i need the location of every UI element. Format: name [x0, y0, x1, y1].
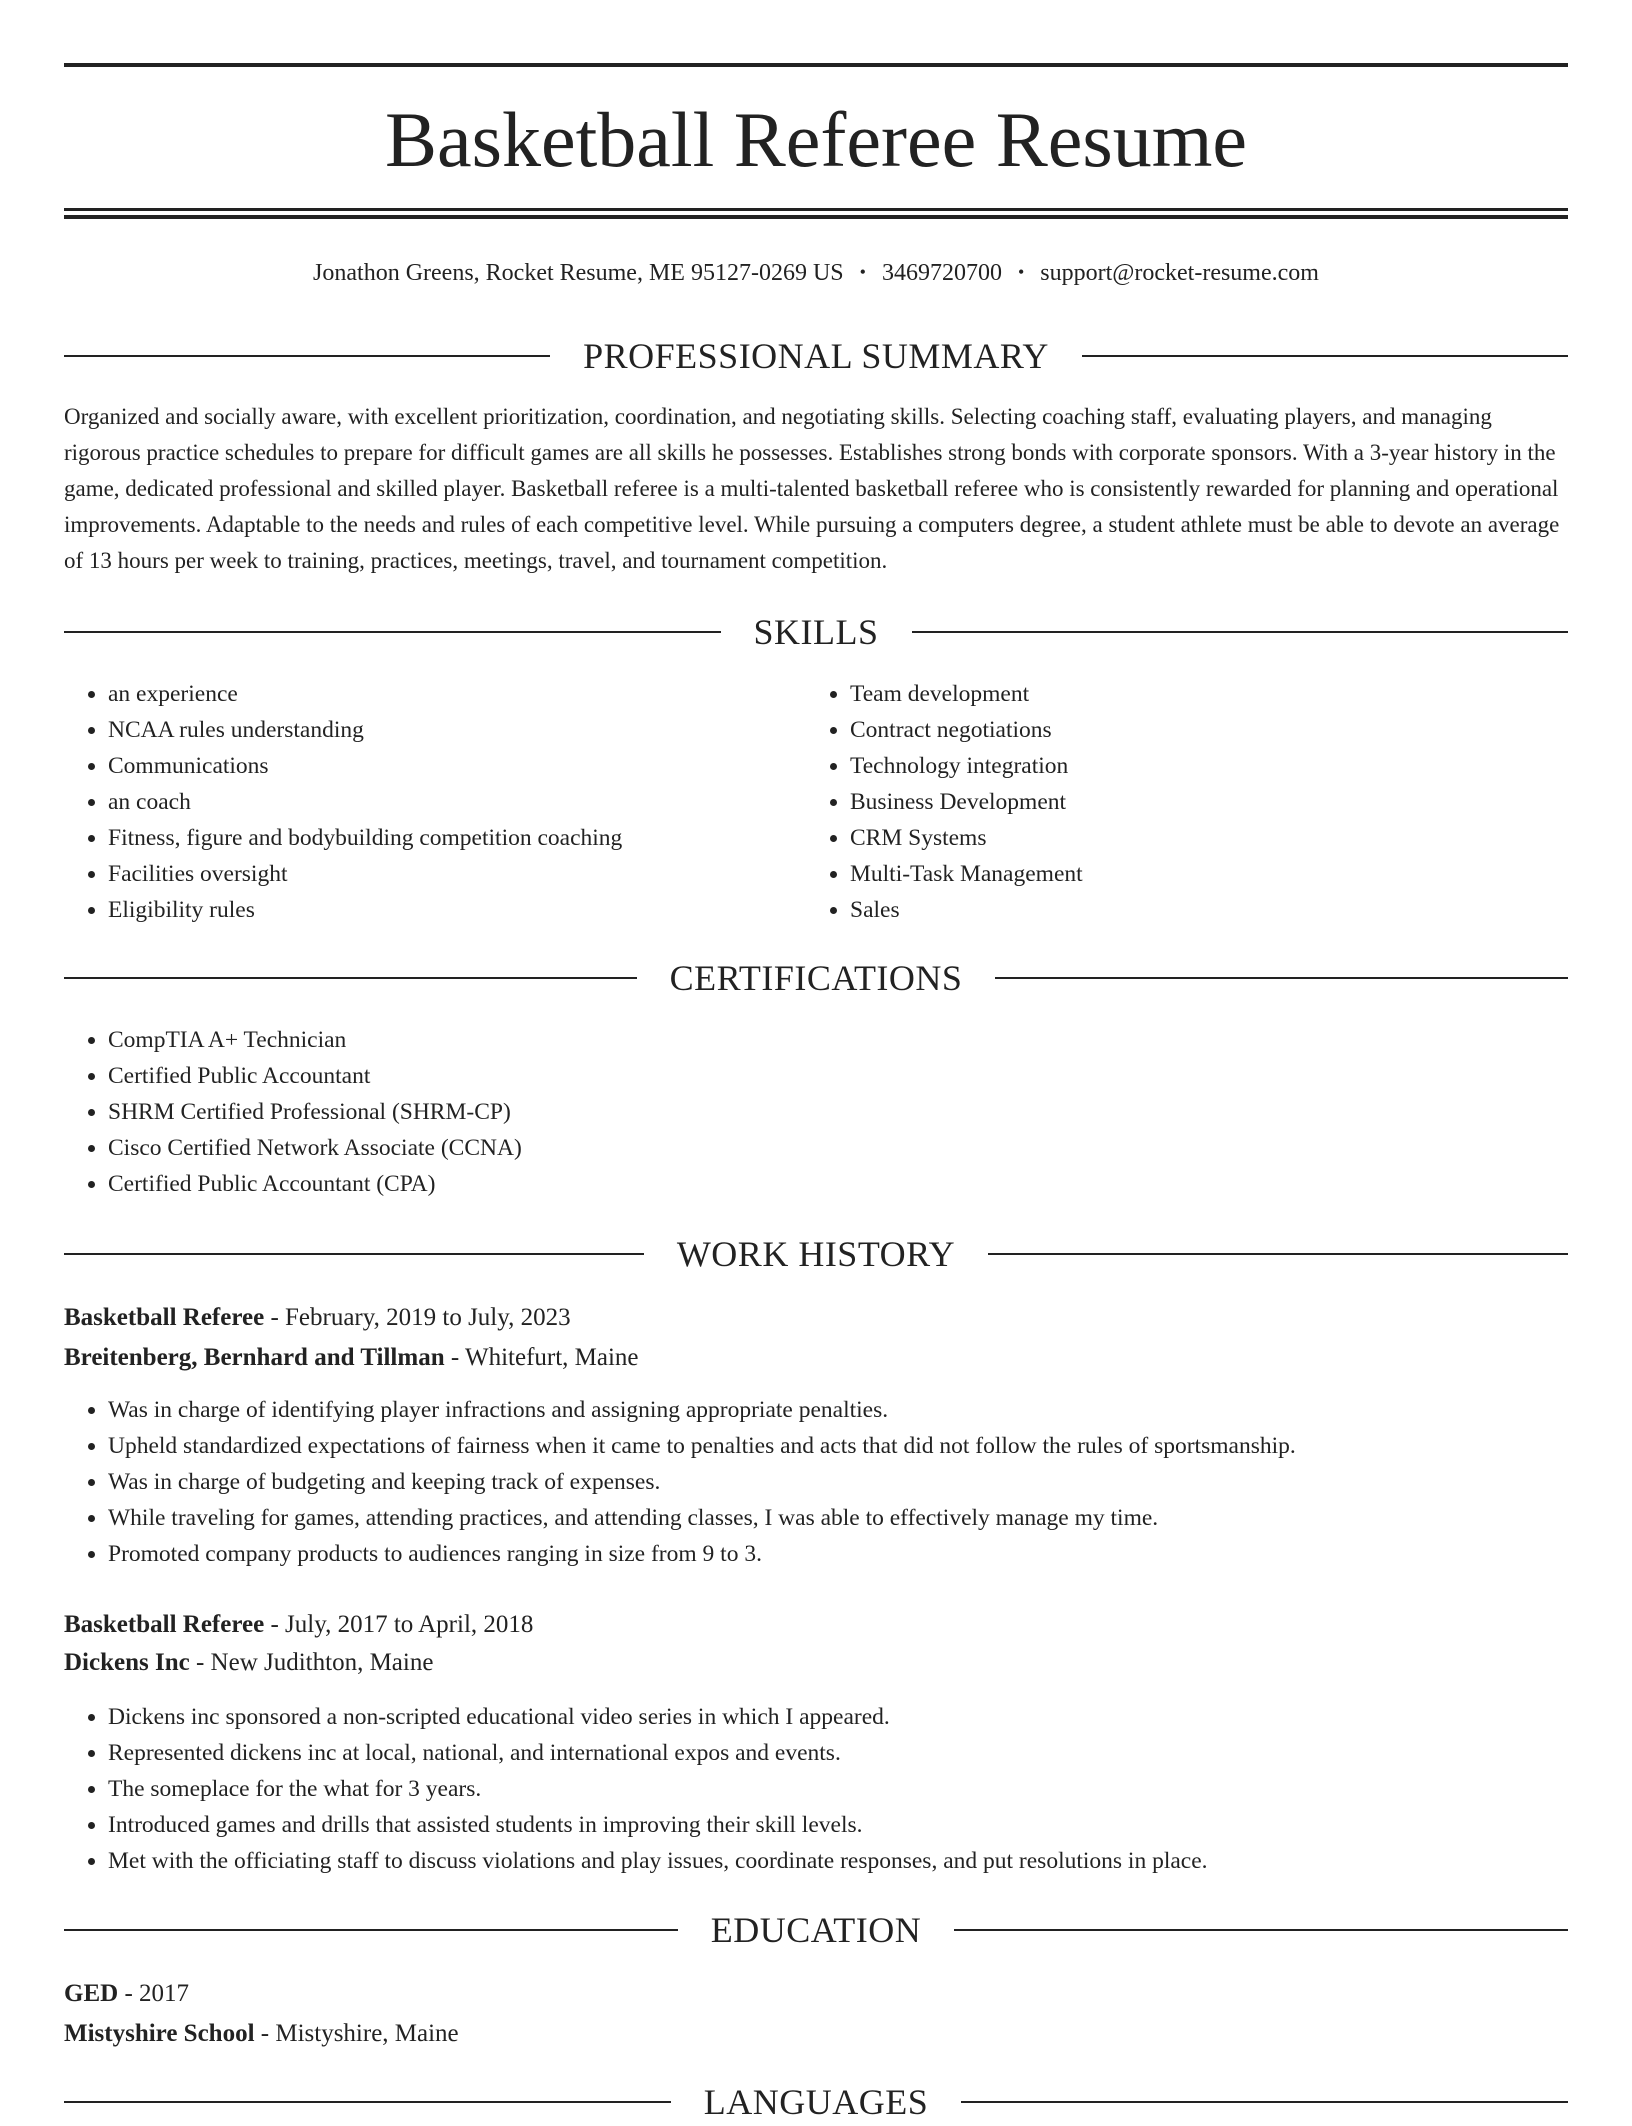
divider-line — [64, 977, 637, 979]
section-title: PROFESSIONAL SUMMARY — [583, 336, 1049, 376]
job-title-line — [64, 1298, 571, 1338]
skill-item: • Technology integration — [850, 748, 1550, 784]
skill-item: • Eligibility rules — [108, 892, 808, 928]
job-company: Breitenberg, Bernhard and Tillman — [64, 1344, 445, 1371]
job-company-line — [64, 1643, 433, 1683]
skill-item: • Fitness, figure and bodybuilding competition coaching — [108, 820, 808, 856]
divider-line — [64, 1253, 644, 1255]
skill-item: • CRM Systems — [850, 820, 1550, 856]
certification-item: • Cisco Certified Network Associate (CCNA) — [108, 1130, 1568, 1166]
divider-line — [1082, 355, 1568, 357]
skill-item: • an experience — [108, 676, 808, 712]
section-title: CERTIFICATIONS — [669, 958, 963, 998]
section-header-work — [64, 1230, 1568, 1278]
job-bullet: • Upheld standardized expectations of fairness when it came to penalties and acts that did not follow the rules of sportsmanship. — [108, 1428, 1568, 1464]
certification-item: • SHRM Certified Professional (SHRM-CP) — [108, 1094, 1568, 1130]
education-school-line — [64, 2014, 459, 2054]
divider-line — [995, 977, 1568, 979]
section-title: WORK HISTORY — [676, 1234, 956, 1274]
job-title: Basketball Referee — [64, 1611, 265, 1638]
job-company: Dickens Inc — [64, 1649, 190, 1676]
skill-item: • Team development — [850, 676, 1550, 712]
section-header-summary — [64, 332, 1568, 380]
contact-address: Jonathon Greens, Rocket Resume, ME 95127-0269 US — [313, 260, 844, 286]
section-header-skills — [64, 608, 1568, 656]
job-bullet: • Introduced games and drills that assisted students in improving their skill levels. — [108, 1807, 1568, 1843]
job-bullet: • Dickens inc sponsored a non-scripted educational video series in which I appeared. — [108, 1699, 1568, 1735]
contact-separator: • — [1017, 262, 1025, 282]
divider-line — [64, 1929, 678, 1931]
job-bullet: • Promoted company products to audiences ranging in size from 9 to 3. — [108, 1536, 1568, 1572]
job-location: - New Judithton, Maine — [189, 1649, 434, 1676]
skills-list-right — [806, 676, 1550, 928]
education-school: Mistyshire School — [64, 2020, 255, 2047]
section-header-languages — [64, 2078, 1568, 2126]
divider-line — [961, 2101, 1568, 2103]
title-rule-lower — [64, 215, 1568, 219]
skills-list-left — [64, 676, 808, 928]
skill-item: • NCAA rules understanding — [108, 712, 808, 748]
divider-line — [988, 1253, 1568, 1255]
title-rule-upper — [64, 208, 1568, 211]
divider-line — [64, 631, 721, 633]
job-bullet: • Represented dickens inc at local, national, and international expos and events. — [108, 1735, 1568, 1771]
contact-line — [64, 254, 1568, 291]
divider-line — [64, 355, 550, 357]
job-title: Basketball Referee — [64, 1304, 265, 1331]
divider-line — [64, 2101, 671, 2103]
job-company-line — [64, 1338, 639, 1378]
skill-item: • Multi-Task Management — [850, 856, 1550, 892]
section-title: SKILLS — [753, 612, 879, 652]
skill-item: • Sales — [850, 892, 1550, 928]
summary-text: Organized and socially aware, with excellent prioritization, coordination, and negotiating skills. Selecting coaching staff, evaluating players, and managing rigorous practice schedules to prepare for difficult games are all skills he possesses. Establishes strong bonds with corporate sponsors. With a 3-year history in the game, dedicated professional and skilled player. Basketball referee is a multi-talented basketball referee who is consistently rewarded for planning and operational improvements. Adaptable to the needs and rules of each competitive level. While pursuing a computers degree, a student athlete must be able to devote an average of 13 hours per week to training, practices, meetings, travel, and tournament competition. — [64, 404, 1560, 573]
job-dates: - July, 2017 to April, 2018 — [264, 1611, 534, 1638]
job-bullet: • Was in charge of identifying player infractions and assigning appropriate penalties. — [108, 1392, 1568, 1428]
skill-item: • Contract negotiations — [850, 712, 1550, 748]
certifications-list — [64, 1022, 1568, 1202]
education-degree-line — [64, 1974, 189, 2014]
skill-item: • Facilities oversight — [108, 856, 808, 892]
job-location: - Whitefurt, Maine — [444, 1344, 639, 1371]
job-dates: - February, 2019 to July, 2023 — [264, 1304, 571, 1331]
divider-line — [954, 1929, 1568, 1931]
section-header-education — [64, 1906, 1568, 1954]
skill-item: • Business Development — [850, 784, 1550, 820]
section-header-certifications — [64, 954, 1568, 1002]
certification-item: • CompTIA A+ Technician — [108, 1022, 1568, 1058]
certification-item: • Certified Public Accountant — [108, 1058, 1568, 1094]
job-bullet: • Met with the officiating staff to discuss violations and play issues, coordinate responses, and put resolutions in place. — [108, 1843, 1568, 1879]
job-title-line — [64, 1605, 533, 1645]
skill-item: • Communications — [108, 748, 808, 784]
job-bullet: • While traveling for games, attending practices, and attending classes, I was able to effectively manage my time. — [108, 1500, 1568, 1536]
contact-separator: • — [859, 262, 866, 282]
contact-phone: 3469720700 — [881, 260, 1002, 286]
education-year: - 2017 — [118, 1980, 190, 2007]
job-bullet: • Was in charge of budgeting and keeping track of expenses. — [108, 1464, 1568, 1500]
section-title: LANGUAGES — [703, 2082, 929, 2122]
top-rule — [64, 63, 1568, 67]
skill-item: • an coach — [108, 784, 808, 820]
job-bullets — [64, 1699, 1568, 1879]
contact-email[interactable]: support@rocket-resume.com — [1040, 260, 1319, 286]
education-location: - Mistyshire, Maine — [254, 2020, 459, 2047]
resume-title: Basketball Referee Resume — [385, 96, 1247, 183]
section-title: EDUCATION — [710, 1910, 922, 1950]
job-bullets — [64, 1392, 1568, 1572]
education-degree: GED — [64, 1980, 119, 2007]
divider-line — [912, 631, 1569, 633]
job-bullet: • The someplace for the what for 3 years. — [108, 1771, 1568, 1807]
certification-item: • Certified Public Accountant (CPA) — [108, 1166, 1568, 1202]
